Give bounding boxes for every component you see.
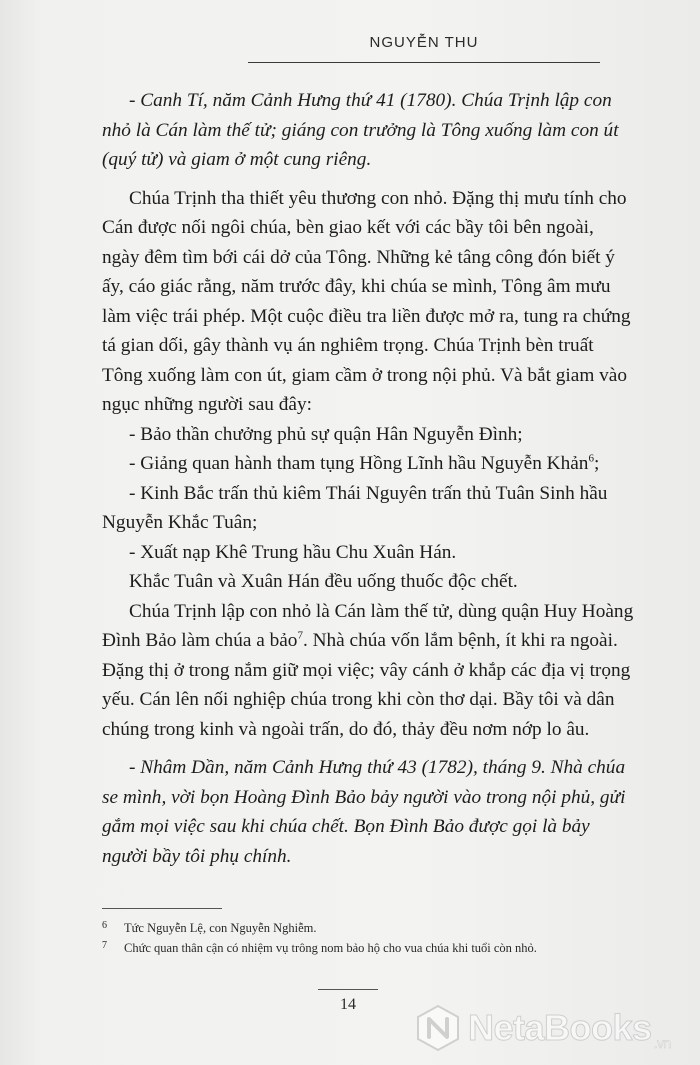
list-item-nguyen-khan: - Giảng quan hành tham tụng Hồng Lĩnh hầu Nguyễn Khản$^6$; <box>129 452 600 474</box>
netabooks-logo-icon <box>414 1004 462 1052</box>
paragraph-1782-entry: - Nhâm Dần, năm Cảnh Hưng thứ 43 (1782), tháng 9. Nhà chúa se mình, vời bọn Hoàng Đình Bảo bảy người vào trong nội phủ, gửi gắm mọi việc sau khi chúa chết. Bọn Đình Bảo được gọi là bảy người bầy tôi phụ chính. <box>102 757 626 867</box>
page-number: 14 <box>340 996 356 1013</box>
paragraph-investigation: Chúa Trịnh tha thiết yêu thương con nhỏ. Đặng thị mưu tính cho Cán được nối ngôi chúa, bèn giao kết với các bầy tôi bên ngoài, ngày đêm tìm bới cái dở của Tông. Những kẻ tâng công đón biết ý ấy, cáo giác rằng, năm trước đây, khi chúa se mình, Tông âm mưu làm việc trái phép. Một cuộc điều tra liền được mở ra, tung ra chứng tá gian dối, gây thành vụ án nghiêm trọng. Chúa Trịnh bèn truất Tông xuống làm con út, giam cầm ở trong nội phủ. Và bắt giam vào ngục những người sau đây: <box>102 187 631 415</box>
running-title: NGUYỄN THU <box>369 34 479 51</box>
footnote-text: Chức quan thân cận có nhiệm vụ trông nom bảo hộ cho vua chúa khi tuổi còn nhỏ. <box>124 941 537 955</box>
watermark <box>414 1000 694 1056</box>
page-number-rule <box>318 989 378 990</box>
footnote-6 <box>102 918 622 938</box>
paragraph-heir: Chúa Trịnh lập con nhỏ là Cán làm thế tử, dùng quận Huy Hoàng Đình Bảo làm chúa a bảo$^7$. Nhà chúa vốn lắm bệnh, ít khi ra ngoài. Đặng thị ở trong nắm giữ mọi việc; vây cánh ở khắp các địa vị trọng yếu. Cán lên nối nghiệp chúa trong khi còn thơ dại. Bầy tôi và dân chúng trong kinh và ngoài trấn, do đó, thảy đều nơm nớp lo âu. <box>102 600 634 740</box>
footnote-ref-6: 6 <box>588 452 594 465</box>
paragraph-1780-entry: - Canh Tí, năm Cảnh Hưng thứ 41 (1780). Chúa Trịnh lập con nhỏ là Cán làm thế tử; giáng con trưởng là Tông xuống làm con út (quý tử) và giam ở một cung riêng. <box>102 90 619 170</box>
header-rule <box>248 62 600 63</box>
footnote-number: 7 <box>102 940 107 951</box>
watermark-brand: NetaBooks $_{.vn}$ <box>468 1007 671 1051</box>
paragraph-poisoned: Khắc Tuân và Xuân Hán đều uống thuốc độc chết. <box>129 571 518 592</box>
body-text <box>102 86 636 871</box>
footnote-text: Tức Nguyễn Lệ, con Nguyễn Nghiễm. <box>124 921 317 935</box>
footnotes <box>102 918 622 958</box>
list-item-han-nguyen-dinh: - Bảo thần chưởng phủ sự quận Hân Nguyễn Đình; <box>129 423 523 445</box>
footnote-ref-7: 7 <box>297 629 303 642</box>
footnote-7 <box>102 938 622 958</box>
footnote-rule <box>102 908 222 909</box>
list-item-chu-xuan-han: - Xuất nạp Khê Trung hầu Chu Xuân Hán. <box>129 541 457 563</box>
list-item-nguyen-khac-tuan: - Kinh Bắc trấn thủ kiêm Thái Nguyên trấn thủ Tuân Sinh hầu Nguyễn Khắc Tuân; <box>102 482 608 533</box>
footnote-number: 6 <box>102 920 107 931</box>
